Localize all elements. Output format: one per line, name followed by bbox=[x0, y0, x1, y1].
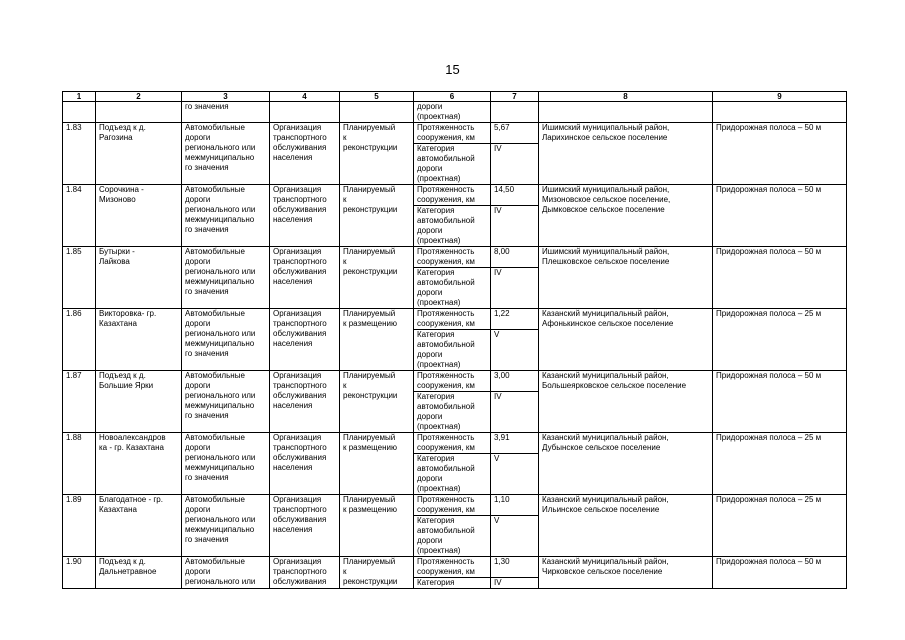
zone-cell: Придорожная полоса – 50 м bbox=[713, 123, 847, 185]
header-cell: 6 bbox=[414, 92, 491, 102]
objects-table bbox=[62, 91, 847, 589]
status-cell: Планируемый к реконструкции bbox=[340, 557, 414, 589]
header-cell: 8 bbox=[539, 92, 713, 102]
road-name-cell: Сорочкина - Мизоново bbox=[96, 185, 182, 247]
table-row bbox=[63, 371, 847, 392]
length-label-cell: Протяженность сооружения, км bbox=[414, 557, 491, 578]
page-number: 15 bbox=[445, 62, 460, 77]
road-name-cell: Подъезд к д. Рагозина bbox=[96, 123, 182, 185]
length-value-cell: 1,22 bbox=[491, 309, 539, 330]
status-cell: Планируемый к размещению bbox=[340, 309, 414, 371]
location-cell: Казанский муниципальный район, Дубынское сельское поселение bbox=[539, 433, 713, 495]
table-row bbox=[63, 557, 847, 578]
table-row bbox=[63, 495, 847, 516]
location-cell: Казанский муниципальный район, Большеярковское сельское поселение bbox=[539, 371, 713, 433]
header-cell: 1 bbox=[63, 92, 96, 102]
row-number-cell: 1.89 bbox=[63, 495, 96, 557]
status-cell: Планируемый к размещению bbox=[340, 495, 414, 557]
length-label-cell: Протяженность сооружения, км bbox=[414, 247, 491, 268]
length-label-cell: Протяженность сооружения, км bbox=[414, 433, 491, 454]
purpose-cell: Организация транспортного обслуживания населения bbox=[270, 495, 340, 557]
length-label-cell: Протяженность сооружения, км bbox=[414, 309, 491, 330]
category-value-cell: IV bbox=[491, 144, 539, 185]
purpose-cell: Организация транспортного обслуживания населения bbox=[270, 433, 340, 495]
length-value-cell: 8,00 bbox=[491, 247, 539, 268]
length-value-cell: 5,67 bbox=[491, 123, 539, 144]
category-label-cell: Категория автомобильной дороги (проектная) bbox=[414, 516, 491, 557]
category-label-cell: Категория автомобильной дороги (проектная) bbox=[414, 268, 491, 309]
length-label-cell: Протяженность сооружения, км bbox=[414, 371, 491, 392]
status-cell: Планируемый к реконструкции bbox=[340, 247, 414, 309]
length-value-cell: 1,30 bbox=[491, 557, 539, 578]
category-label-cell: Категория автомобильной дороги (проектная) bbox=[414, 392, 491, 433]
location-cell: Казанский муниципальный район, Афонькинское сельское поселение bbox=[539, 309, 713, 371]
road-name-cell: Бутырки - Лайкова bbox=[96, 247, 182, 309]
zone-cell: Придорожная полоса – 50 м bbox=[713, 371, 847, 433]
status-cell: Планируемый к реконструкции bbox=[340, 371, 414, 433]
object-type-cell: Автомобильные дороги регионального или межмуниципально го значения bbox=[182, 371, 270, 433]
length-value-cell: 1,10 bbox=[491, 495, 539, 516]
row-number-cell: 1.85 bbox=[63, 247, 96, 309]
zone-cell: Придорожная полоса – 50 м bbox=[713, 247, 847, 309]
continuation-row bbox=[63, 102, 847, 123]
table-row bbox=[63, 247, 847, 268]
header-cell: 2 bbox=[96, 92, 182, 102]
length-value-cell: 3,00 bbox=[491, 371, 539, 392]
table-row bbox=[63, 309, 847, 330]
location-cell: Ишимский муниципальный район, Ларихинское сельское поселение bbox=[539, 123, 713, 185]
zone-cell: Придорожная полоса – 50 м bbox=[713, 185, 847, 247]
purpose-cell: Организация транспортного обслуживания населения bbox=[270, 247, 340, 309]
object-type-cell: Автомобильные дороги регионального или межмуниципально го значения bbox=[182, 433, 270, 495]
category-value-cell: IV bbox=[491, 392, 539, 433]
header-cell: 7 bbox=[491, 92, 539, 102]
header-cell: 3 bbox=[182, 92, 270, 102]
table-row bbox=[63, 433, 847, 454]
zone-cell: Придорожная полоса – 25 м bbox=[713, 309, 847, 371]
object-type-cell: Автомобильные дороги регионального или межмуниципально го значения bbox=[182, 309, 270, 371]
purpose-cell: Организация транспортного обслуживания bbox=[270, 557, 340, 589]
status-cell: Планируемый к реконструкции bbox=[340, 123, 414, 185]
row-number-cell: 1.88 bbox=[63, 433, 96, 495]
road-name-cell: Подъезд к д. Большие Ярки bbox=[96, 371, 182, 433]
continuation-type-cell: го значения bbox=[182, 102, 270, 123]
category-value-cell: V bbox=[491, 516, 539, 557]
row-number-cell: 1.86 bbox=[63, 309, 96, 371]
length-value-cell: 3,91 bbox=[491, 433, 539, 454]
location-cell: Казанский муниципальный район, Чирковское сельское поселение bbox=[539, 557, 713, 589]
row-number-cell: 1.87 bbox=[63, 371, 96, 433]
length-label-cell: Протяженность сооружения, км bbox=[414, 123, 491, 144]
purpose-cell: Организация транспортного обслуживания населения bbox=[270, 371, 340, 433]
object-type-cell: Автомобильные дороги регионального или межмуниципально го значения bbox=[182, 495, 270, 557]
location-cell: Ишимский муниципальный район, Плешковское сельское поселение bbox=[539, 247, 713, 309]
status-cell: Планируемый к размещению bbox=[340, 433, 414, 495]
continuation-param-cell: дороги (проектная) bbox=[414, 102, 491, 123]
category-label-cell: Категория автомобильной дороги (проектная) bbox=[414, 454, 491, 495]
location-cell: Казанский муниципальный район, Ильинское сельское поселение bbox=[539, 495, 713, 557]
road-name-cell: Подъезд к д. Дальнетравное bbox=[96, 557, 182, 589]
category-value-cell: IV bbox=[491, 578, 539, 589]
category-label-cell: Категория автомобильной дороги (проектная) bbox=[414, 330, 491, 371]
length-label-cell: Протяженность сооружения, км bbox=[414, 495, 491, 516]
category-label-cell: Категория автомобильной дороги (проектная) bbox=[414, 206, 491, 247]
length-value-cell: 14,50 bbox=[491, 185, 539, 206]
category-label-cell: Категория автомобильной дороги (проектная) bbox=[414, 144, 491, 185]
row-number-cell: 1.90 bbox=[63, 557, 96, 589]
purpose-cell: Организация транспортного обслуживания населения bbox=[270, 185, 340, 247]
object-type-cell: Автомобильные дороги регионального или межмуниципально го значения bbox=[182, 123, 270, 185]
status-cell: Планируемый к реконструкции bbox=[340, 185, 414, 247]
row-number-cell: 1.83 bbox=[63, 123, 96, 185]
header-row bbox=[63, 92, 847, 102]
header-cell: 9 bbox=[713, 92, 847, 102]
object-type-cell: Автомобильные дороги регионального или bbox=[182, 557, 270, 589]
category-value-cell: IV bbox=[491, 206, 539, 247]
table-row bbox=[63, 185, 847, 206]
category-label-cell: Категория bbox=[414, 578, 491, 589]
category-value-cell: IV bbox=[491, 268, 539, 309]
category-value-cell: V bbox=[491, 330, 539, 371]
header-cell: 4 bbox=[270, 92, 340, 102]
row-number-cell: 1.84 bbox=[63, 185, 96, 247]
object-type-cell: Автомобильные дороги регионального или межмуниципально го значения bbox=[182, 185, 270, 247]
object-type-cell: Автомобильные дороги регионального или межмуниципально го значения bbox=[182, 247, 270, 309]
length-label-cell: Протяженность сооружения, км bbox=[414, 185, 491, 206]
zone-cell: Придорожная полоса – 50 м bbox=[713, 557, 847, 589]
road-name-cell: Благодатное - гр. Казахтана bbox=[96, 495, 182, 557]
location-cell: Ишимский муниципальный район, Мизоновское сельское поселение, Дымковское сельское поселение bbox=[539, 185, 713, 247]
table-row bbox=[63, 123, 847, 144]
header-cell: 5 bbox=[340, 92, 414, 102]
road-name-cell: Викторовка- гр. Казахтана bbox=[96, 309, 182, 371]
purpose-cell: Организация транспортного обслуживания населения bbox=[270, 309, 340, 371]
zone-cell: Придорожная полоса – 25 м bbox=[713, 495, 847, 557]
zone-cell: Придорожная полоса – 25 м bbox=[713, 433, 847, 495]
road-name-cell: Новоалександров ка - гр. Казахтана bbox=[96, 433, 182, 495]
category-value-cell: V bbox=[491, 454, 539, 495]
purpose-cell: Организация транспортного обслуживания населения bbox=[270, 123, 340, 185]
